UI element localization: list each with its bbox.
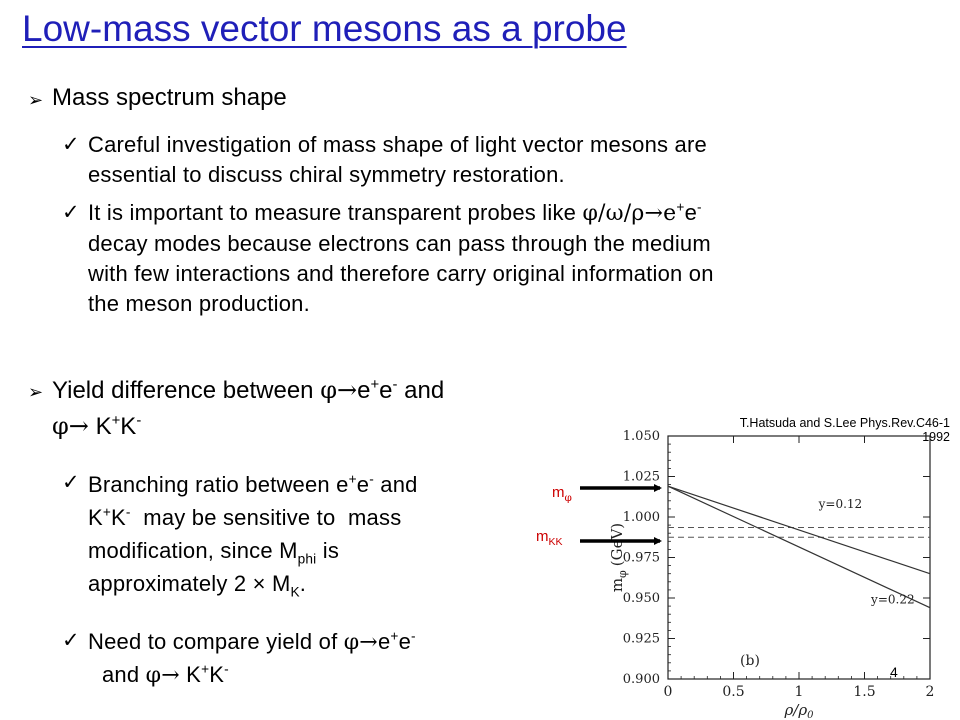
y-tick-label: 1.050 [622, 429, 660, 444]
series-label: y=0.12 [818, 497, 863, 512]
text-line: approximately $2 \times M_K$. [88, 571, 307, 600]
text-line: It is important to measure transparent probes like φ/ω/ρ→e+e- [88, 199, 702, 226]
section2-heading: Yield difference between φ→e+e- and [52, 376, 445, 404]
check-icon: ✓ [62, 471, 80, 494]
text-line: essential to discuss chiral symmetry restoration. [88, 162, 565, 187]
chart-plot [608, 429, 934, 720]
x-tick-label: 0 [663, 684, 673, 700]
y-tick-label: 0.900 [622, 672, 660, 687]
panel-label: (b) [740, 653, 760, 670]
symbol-text: φ/ω/ρ→e [582, 201, 677, 226]
text-line: with few interactions and therefore carry original information on [88, 261, 714, 286]
bullet-arrow-icon: ➢ [28, 90, 44, 110]
section2-heading-line2: φ→ K+K- [52, 412, 142, 440]
text-line: decay modes because electrons can pass through the medium [88, 231, 711, 256]
series-line [668, 486, 930, 573]
text-line: Careful investigation of mass shape of light vector mesons are [88, 132, 707, 157]
text-line: and φ→ K+K- [102, 661, 229, 688]
text-line: modification, since $M_{phi}$ is [88, 538, 340, 567]
x-tick-label: 1.5 [853, 684, 876, 700]
text-line: Branching ratio between e+e- and [88, 471, 418, 497]
text-line: Need to compare yield of φ→e+e- [88, 628, 416, 655]
y-tick-label: 0.925 [622, 631, 660, 647]
series-label: y=0.22 [871, 592, 915, 607]
x-axis-label: $\rho/\rho_0$ [784, 701, 814, 720]
check-icon: ✓ [62, 201, 80, 224]
x-tick-label: 1 [794, 684, 804, 700]
m-phi-label: $m_\varphi$ [552, 484, 572, 504]
figure-caption: T.Hatsuda and S.Lee Phys.Rev.C46-1 1992 [739, 416, 950, 444]
page-number: 4 [890, 664, 898, 680]
x-tick-label: 0.5 [722, 684, 745, 700]
x-tick-label: 2 [925, 684, 935, 700]
m-kk-label: $m_{KK}$ [536, 528, 563, 548]
bullet-arrow-icon: ➢ [28, 382, 44, 402]
y-axis-label: $m_\varphi(GeV)$ [608, 522, 629, 593]
text-line: K+K- may be sensitive to mass [88, 504, 402, 530]
plot-frame [668, 436, 930, 679]
check-icon: ✓ [62, 629, 80, 652]
series-line [668, 486, 930, 607]
y-tick-label: 0.950 [622, 591, 660, 606]
check-icon: ✓ [62, 133, 80, 156]
page-title: Low-mass vector mesons as a probe [22, 8, 627, 49]
y-tick-label: 1.000 [622, 510, 660, 525]
section1-heading: Mass spectrum shape [52, 84, 287, 111]
y-tick-label: 1.025 [622, 469, 660, 485]
text-line: the meson production. [88, 291, 310, 316]
y-tick-label: 0.975 [622, 550, 660, 566]
